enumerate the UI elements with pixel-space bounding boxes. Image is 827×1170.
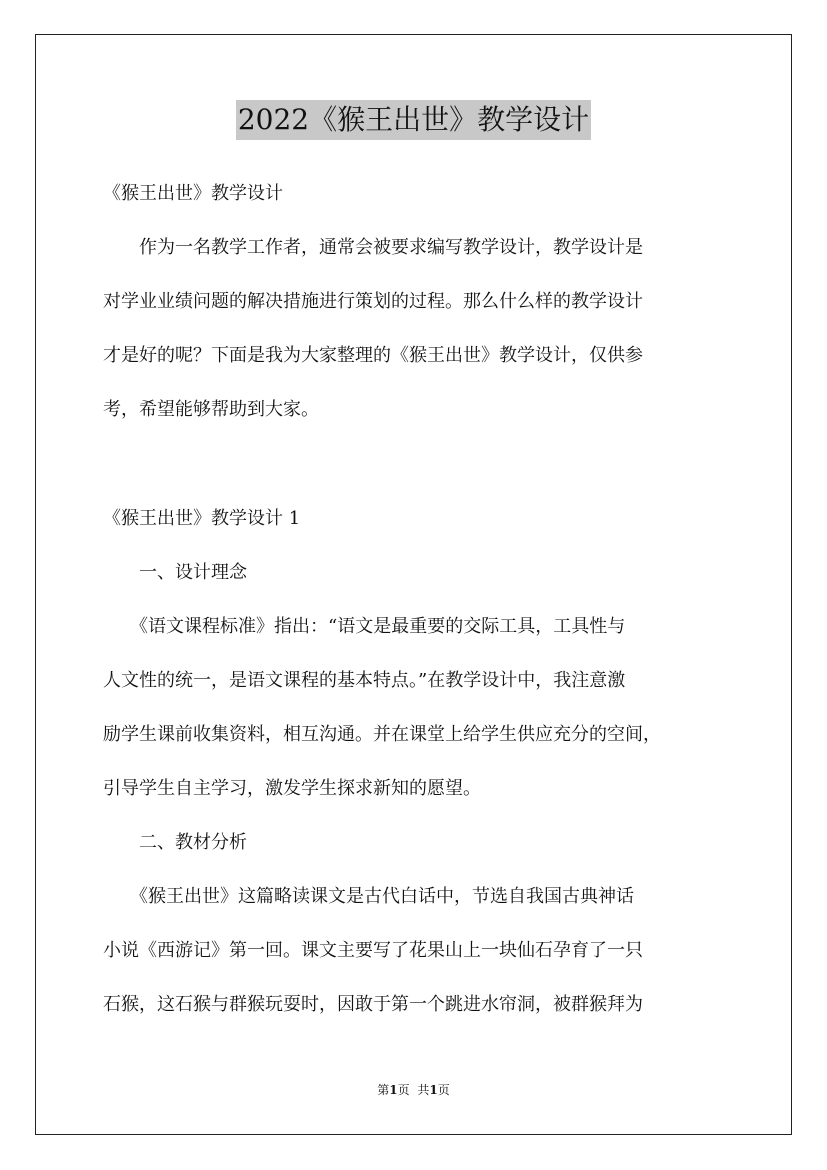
subsection-heading: 一、设计理念 (103, 562, 247, 583)
page-prefix: 第 (377, 1083, 390, 1097)
section-heading: 《猴王出世》教学设计 1 (103, 508, 301, 529)
paragraph-line: 考，希望能够帮助到大家。 (103, 399, 319, 420)
document-title: 2022《猴王出世》教学设计 (236, 100, 591, 140)
paragraph-line: 对学业业绩问题的解决措施进行策划的过程。那么什么样的教学设计 (103, 291, 643, 312)
total-suffix: 页 (437, 1083, 450, 1097)
paragraph-line: 励学生课前收集资料，相互沟通。并在课堂上给学生供应充分的空间， (103, 724, 661, 745)
paragraph-line: 《语文课程标准》指出：“语文是最重要的交际工具，工具性与 (103, 616, 626, 637)
paragraph-line: 人文性的统一，是语文课程的基本特点。”在教学设计中，我注意激 (103, 670, 626, 691)
paragraph-line: 小说《西游记》第一回。课文主要写了花果山上一块仙石孕育了一只 (103, 940, 643, 961)
paragraph-line: 才是好的呢？下面是我为大家整理的《猴王出世》教学设计，仅供参 (103, 345, 643, 366)
paragraph-line: 石猴，这石猴与群猴玩耍时，因敢于第一个跳进水帘洞，被群猴拜为 (103, 994, 643, 1015)
paragraph-line: 《猴王出世》这篇略读课文是古代白话中，节选自我国古典神话 (103, 886, 634, 907)
subsection-heading: 二、教材分析 (103, 832, 247, 853)
paragraph-line: 作为一名教学工作者，通常会被要求编写教学设计，教学设计是 (103, 237, 643, 258)
total-pages: 1 (429, 1083, 438, 1097)
title-container (0, 100, 827, 140)
page-footer (0, 1082, 827, 1098)
page-number: 1 (389, 1083, 398, 1097)
paragraph-line: 引导学生自主学习，激发学生探求新知的愿望。 (103, 778, 481, 799)
total-prefix: 共 (417, 1083, 430, 1097)
page-suffix: 页 (397, 1083, 410, 1097)
subtitle-line: 《猴王出世》教学设计 (103, 183, 283, 204)
